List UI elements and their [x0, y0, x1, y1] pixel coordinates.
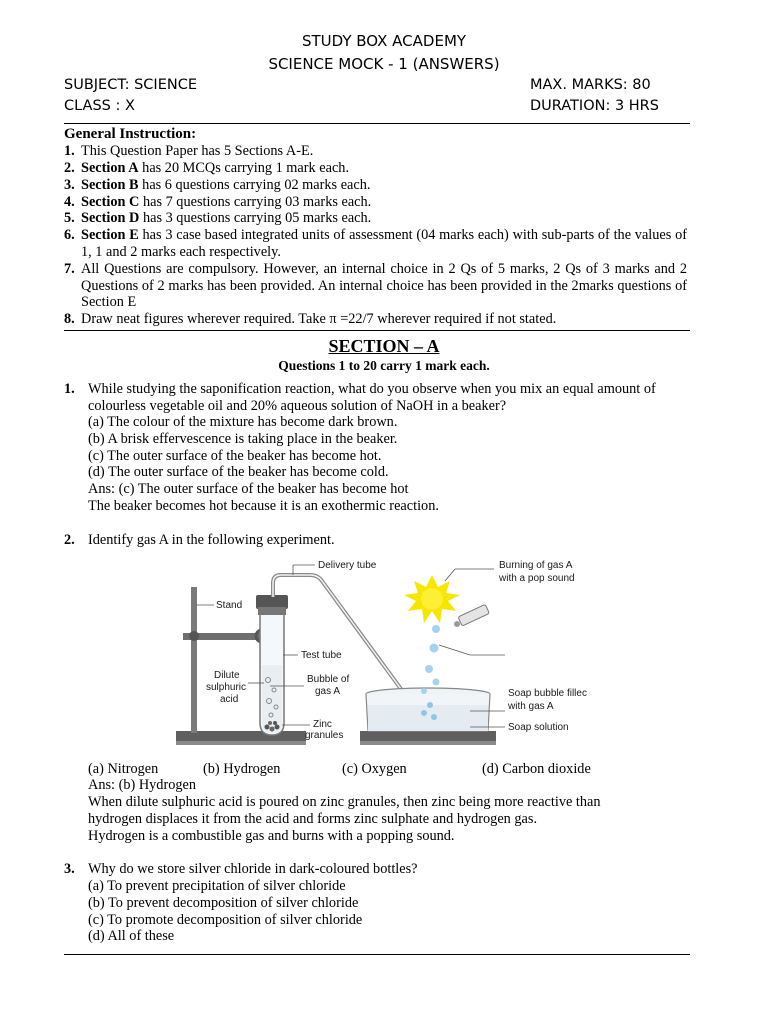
instruction-num: 1. [64, 143, 75, 159]
exam-title: SCIENCE MOCK - 1 (ANSWERS) [268, 55, 500, 73]
option-c: (c) Oxygen [342, 761, 407, 777]
test-tube [256, 595, 288, 735]
instruction-bold: Section E [81, 227, 139, 243]
label-bubble-2: gas A [315, 686, 341, 697]
option-a: (a) Nitrogen [88, 761, 159, 777]
section-subtitle: Questions 1 to 20 carry 1 mark each. [278, 358, 490, 373]
label-stand: Stand [216, 600, 243, 611]
option-b: (b) Hydrogen [203, 761, 281, 777]
header-divider [64, 123, 690, 124]
instruction-item [81, 177, 687, 194]
explanation-line: When dilute sulphuric acid is poured on zinc granules, then zinc being more reactive than [88, 794, 601, 810]
question-number: 3. [64, 861, 75, 877]
label-dilute-2: sulphuric [206, 682, 247, 693]
soap-bubbles [421, 625, 440, 694]
duration-label: DURATION: 3 HRS [530, 98, 659, 114]
page-bottom-rule [64, 954, 690, 955]
instruction-text: has 3 case based integrated units of assessment (04 marks each) with sub-parts of the values of 1, 1 and 2 marks each respectively. [81, 227, 687, 260]
label-soap-bubble-1: Soap bubble fillec [508, 688, 587, 699]
instruction-text: has 7 questions carrying 03 marks each. [139, 194, 372, 210]
option-d: (d) Carbon dioxide [482, 761, 591, 777]
label-zinc-2: granules [305, 730, 344, 741]
instruction-text: All Questions are compulsory. However, an internal choice in 2 Qs of 5 marks, 2 Qs of 3 marks and 2 Questions of 2 marks has been provided. An internal choice has been provided in the 2marks questions of Section E [81, 261, 687, 311]
answer-text: Ans: (c) The outer surface of the beaker has become hot [88, 481, 409, 497]
question-text: While studying the saponification reaction, what do you observe when you mix an equal amount of colourless vegetable oil and 20% aqueous solution of NaOH in a beaker? [88, 381, 656, 414]
instruction-item [81, 261, 687, 311]
label-burning-1: Burning of gas A [499, 560, 573, 571]
stand-rod [191, 587, 197, 733]
burst-icon [404, 575, 460, 623]
instruction-num: 6. [64, 227, 75, 243]
instruction-num: 5. [64, 210, 75, 226]
experiment-diagram [170, 555, 600, 755]
instructions-title: General Instruction: [64, 126, 197, 142]
instruction-text: has 6 questions carrying 02 marks each. [138, 177, 371, 193]
instruction-num: 2. [64, 160, 75, 176]
label-dilute-3: acid [220, 694, 239, 705]
option-d: (d) All of these [88, 928, 175, 944]
label-bubble-1: Bubble of [307, 674, 350, 685]
explanation-line: hydrogen displaces it from the acid and forms zinc sulphate and hydrogen gas. [88, 811, 538, 827]
academy-title: STUDY BOX ACADEMY [301, 32, 467, 50]
instruction-item [81, 194, 687, 211]
instruction-bold: Section D [81, 210, 140, 226]
class-label: CLASS : X [64, 98, 135, 114]
header-row-2 [64, 98, 694, 114]
question-text: Identify gas A in the following experiment. [88, 532, 335, 548]
instruction-item [81, 160, 687, 177]
instruction-num: 8. [64, 311, 75, 327]
option-c: (c) To promote decomposition of silver chloride [88, 912, 363, 928]
subject-label: SUBJECT: SCIENCE [64, 77, 197, 93]
question-number: 1. [64, 381, 75, 397]
instructions-divider [64, 330, 690, 331]
answer-text: Ans: (b) Hydrogen [88, 777, 197, 793]
section-title: SECTION – A [328, 336, 440, 356]
label-dilute-1: Dilute [214, 670, 240, 681]
instruction-text: Draw neat figures wherever required. Take π =22/7 wherever required if not stated. [81, 311, 557, 327]
option-d: (d) The outer surface of the beaker has become cold. [88, 464, 389, 480]
explanation-line: Hydrogen is a combustible gas and burns with a popping sound. [88, 828, 455, 844]
instruction-text: has 3 questions carrying 05 marks each. [139, 210, 372, 226]
instruction-bold: Section A [81, 160, 139, 176]
label-soap-bubble-2: with gas A [508, 701, 554, 712]
instruction-num: 7. [64, 261, 75, 277]
max-marks-label: MAX. MARKS: 80 [530, 77, 651, 93]
label-test-tube: Test tube [301, 650, 342, 661]
instruction-num: 3. [64, 177, 75, 193]
option-c: (c) The outer surface of the beaker has become hot. [88, 448, 382, 464]
header-row-1 [64, 77, 694, 93]
instruction-num: 4. [64, 194, 75, 210]
option-b: (b) A brisk effervescence is taking place in the beaker. [88, 431, 398, 447]
question-text: Why do we store silver chloride in dark-coloured bottles? [88, 861, 418, 877]
instruction-item [81, 210, 687, 227]
burning-splint-icon [454, 604, 489, 627]
instruction-text: This Question Paper has 5 Sections A-E. [81, 143, 314, 159]
instruction-text: has 20 MCQs carrying 1 mark each. [138, 160, 350, 176]
label-burning-2: with a pop sound [499, 573, 575, 584]
instruction-item [81, 311, 687, 328]
option-a: (a) To prevent precipitation of silver chloride [88, 878, 346, 894]
instruction-item [81, 227, 687, 261]
label-soap-solution: Soap solution [508, 722, 569, 733]
explanation-text: The beaker becomes hot because it is an exothermic reaction. [88, 498, 439, 514]
instruction-bold: Section C [81, 194, 140, 210]
instruction-bold: Section B [81, 177, 139, 193]
question-number: 2. [64, 532, 75, 548]
option-a: (a) The colour of the mixture has become dark brown. [88, 414, 398, 430]
option-b: (b) To prevent decomposition of silver chloride [88, 895, 359, 911]
trough [366, 688, 490, 731]
label-delivery-tube: Delivery tube [318, 560, 377, 571]
instruction-item [81, 143, 687, 160]
label-zinc-1: Zinc [313, 719, 332, 730]
